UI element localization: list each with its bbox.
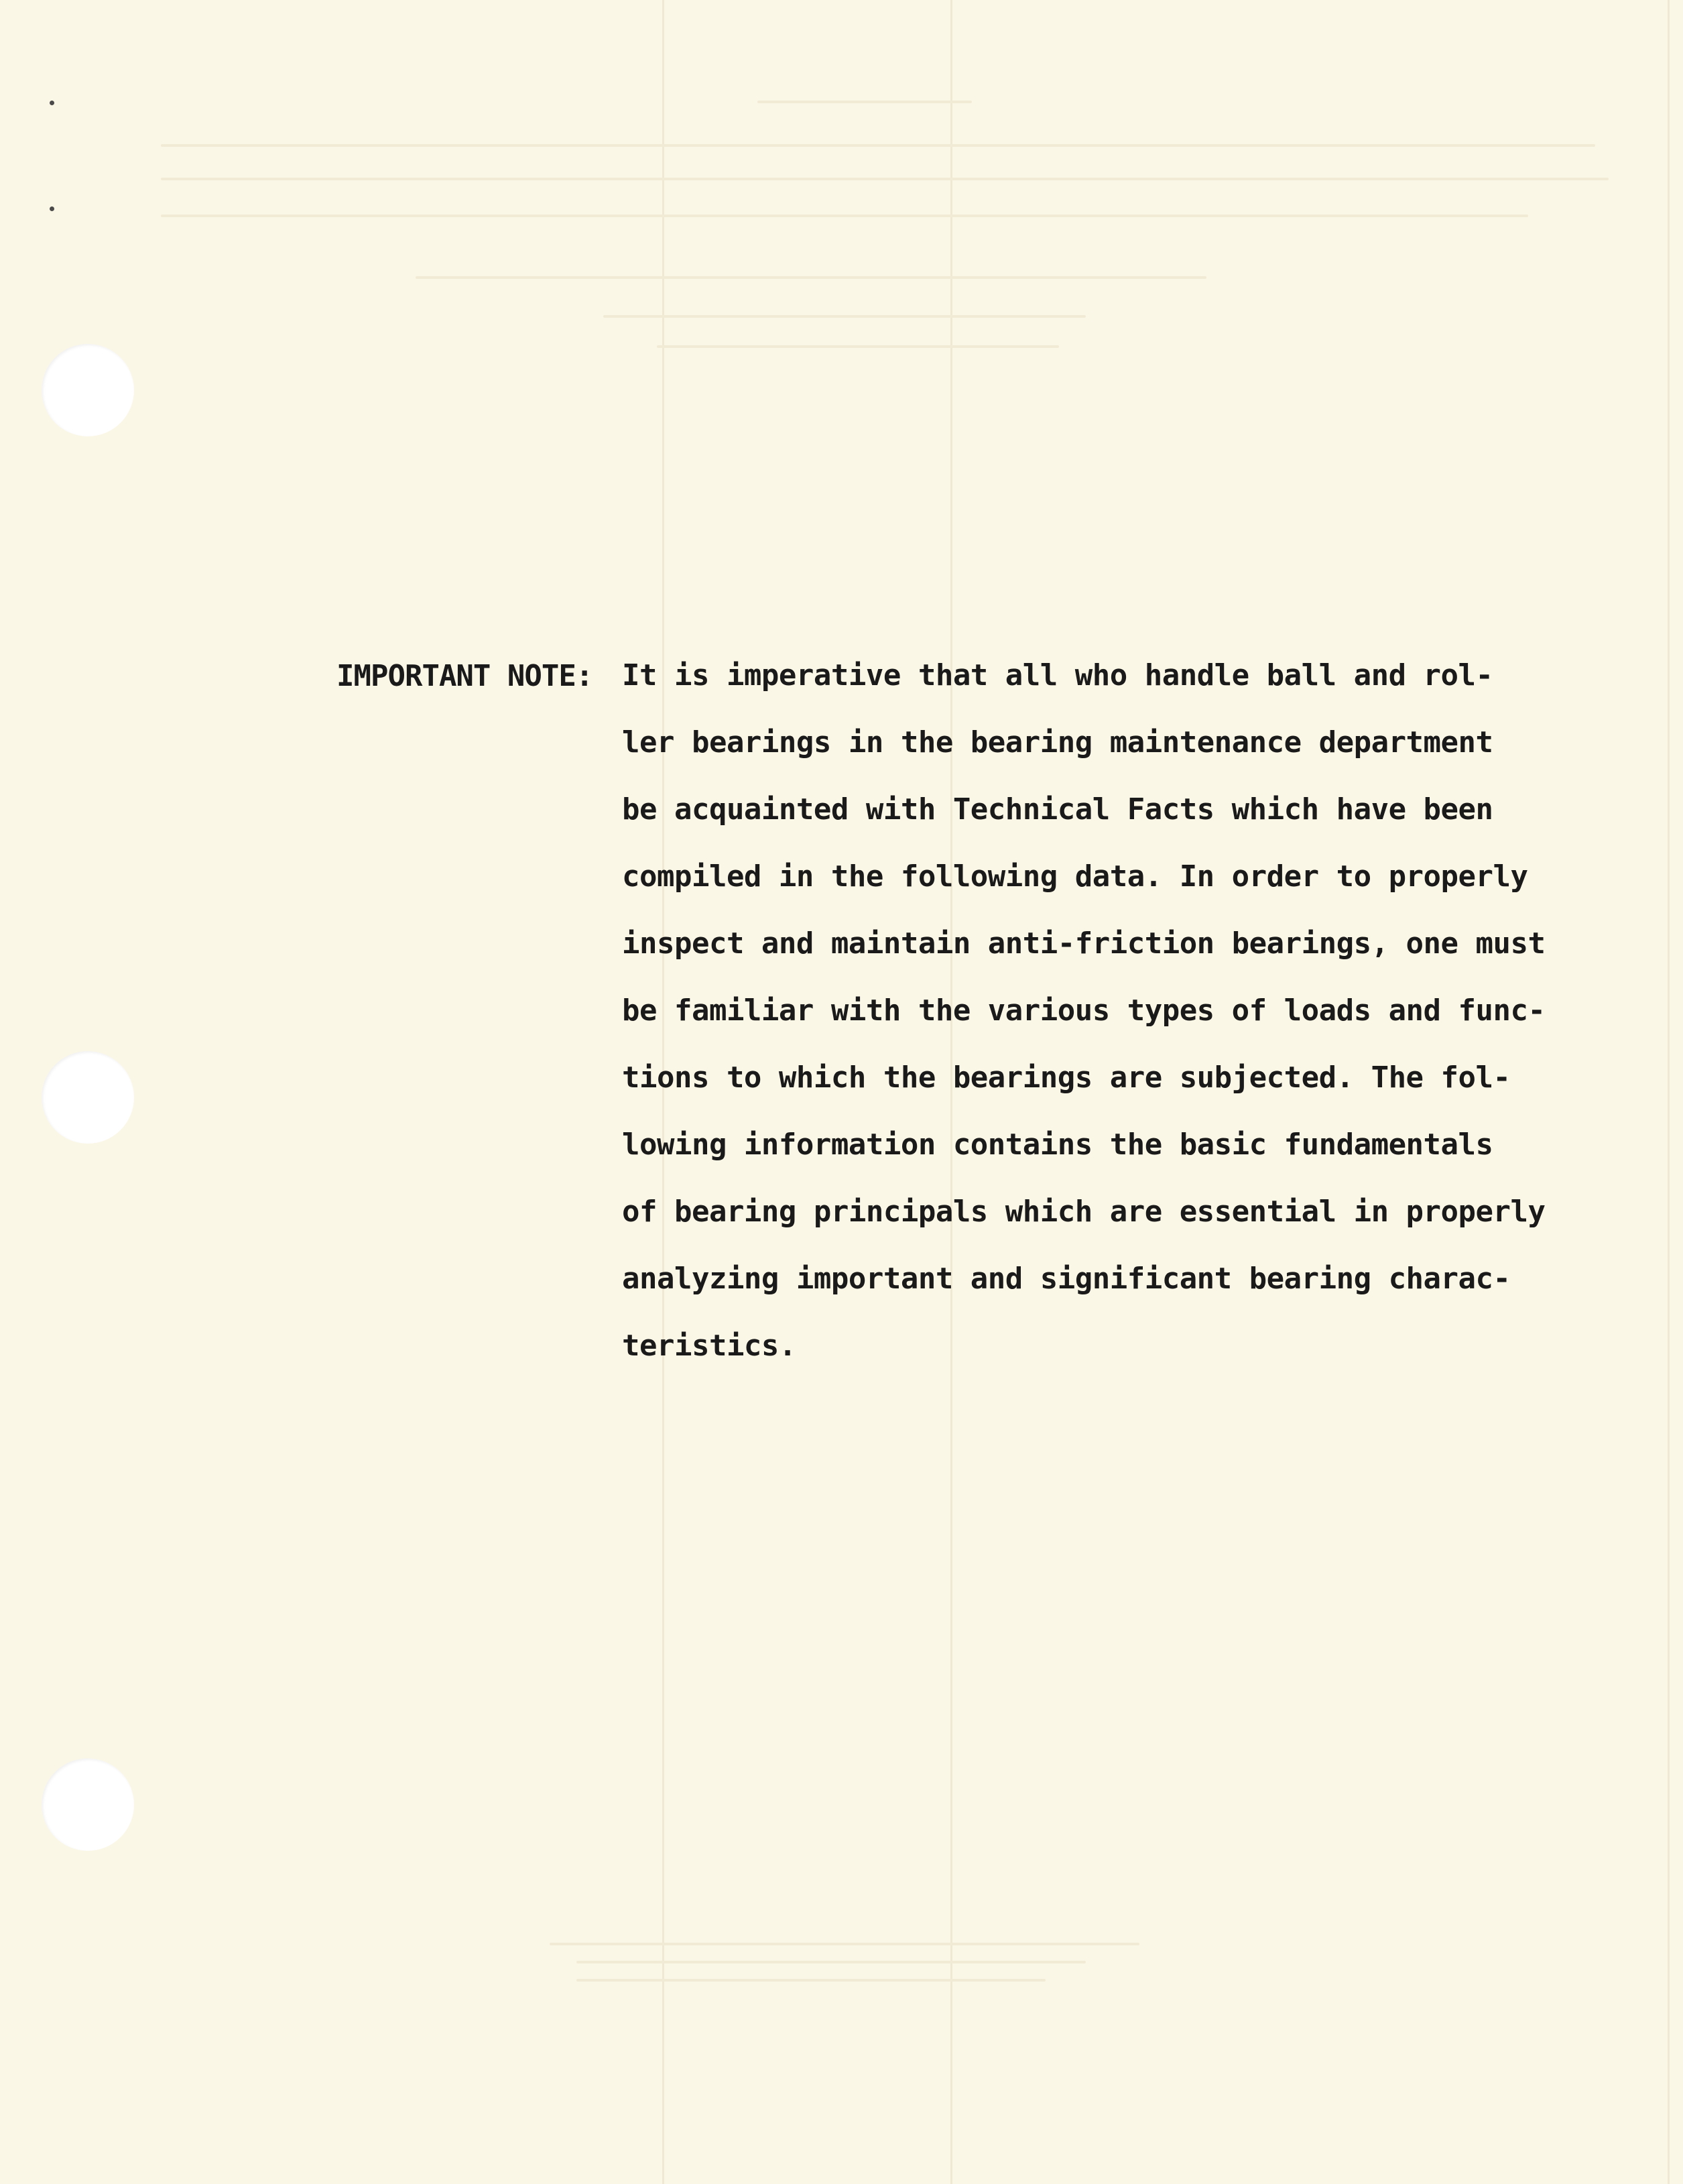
note-line: be acquainted with Technical Facts which have been xyxy=(622,792,1493,827)
scan-speck xyxy=(50,206,54,211)
note-paragraph xyxy=(622,659,1574,1396)
important-note-label: IMPORTANT NOTE: xyxy=(336,659,593,693)
note-line: be familiar with the various types of loads and func- xyxy=(622,993,1546,1028)
note-line: ler bearings in the bearing maintenance department xyxy=(622,725,1493,760)
punch-hole-top xyxy=(42,344,134,436)
note-line: analyzing important and significant bearing charac- xyxy=(622,1262,1511,1296)
note-line: teristics. xyxy=(622,1329,796,1363)
punch-hole-middle xyxy=(42,1051,134,1144)
note-line: of bearing principals which are essential in properly xyxy=(622,1195,1546,1229)
note-line: It is imperative that all who handle ball and rol- xyxy=(622,658,1493,692)
note-line: tions to which the bearings are subjected. The fol- xyxy=(622,1060,1511,1095)
note-line: compiled in the following data. In order to properly xyxy=(622,859,1528,894)
scan-speck xyxy=(50,101,54,105)
punch-hole-bottom xyxy=(42,1758,134,1851)
note-line: inspect and maintain anti-friction bearings, one must xyxy=(622,926,1546,961)
paper-ruling-right xyxy=(1668,0,1670,2184)
note-line: lowing information contains the basic fundamentals xyxy=(622,1128,1493,1162)
